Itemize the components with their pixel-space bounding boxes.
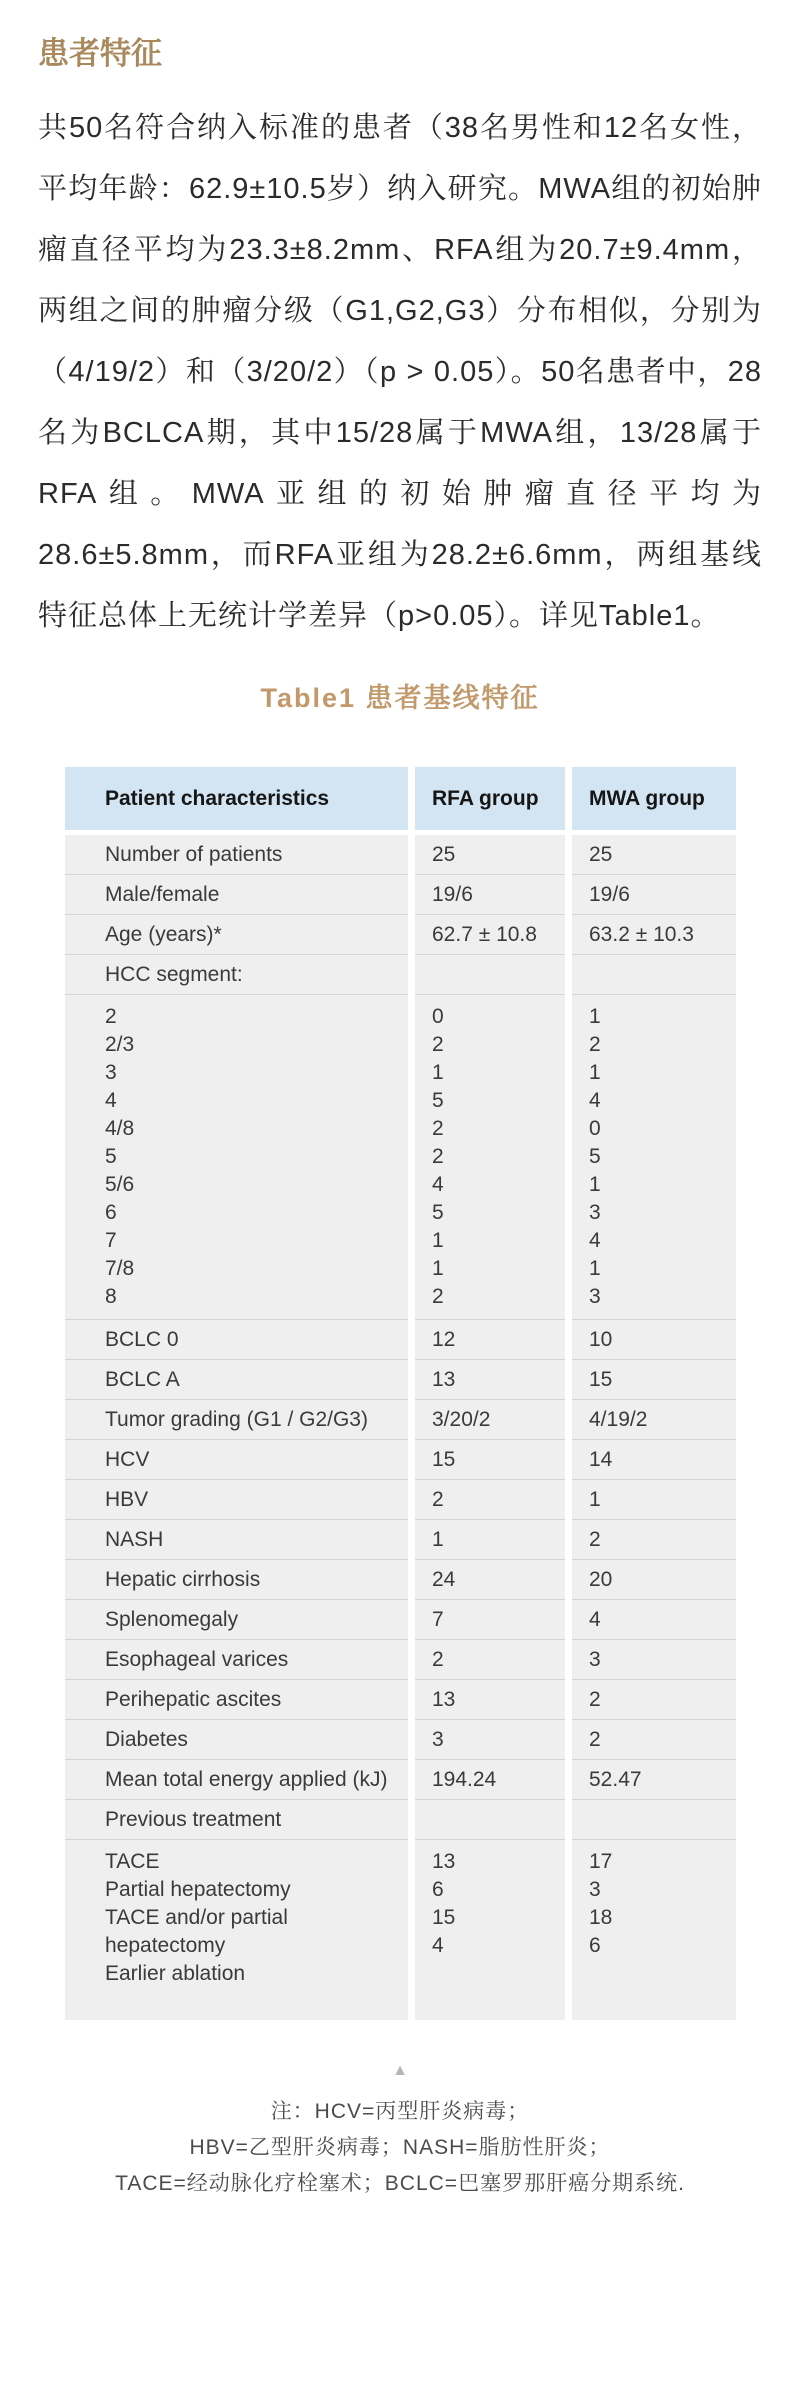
- group-rfa-cell: [415, 1840, 565, 2020]
- section-heading: 患者特征: [38, 36, 162, 71]
- table-row: [65, 835, 737, 875]
- body-paragraph: 共50名符合纳入标准的患者（38名男性和12名女性，平均年龄：62.9±10.5岁）纳入研究。MWA组的初始肿瘤直径平均为23.3±8.2mm、RFA组为20.7±9.4mm，两组之间的肿瘤分级（G1,G2,G3）分布相似，分别为（4/19/2）和（3/20/2）（p > 0.05）。50名患者中，28名为BCLCA期，其中15/28属于MWA组，13/28属于RFA组。MWA亚组的初始肿瘤直径平均为28.6±5.8mm，而RFA亚组为28.2±6.6mm，两组基线特征总体上无统计学差异（p>0.05）。详见Table1。: [38, 112, 762, 632]
- sub-row-label: 6: [105, 1201, 117, 1224]
- rfa-value-cell: 13: [415, 1360, 565, 1400]
- sub-row-label: 5/6: [105, 1173, 135, 1196]
- sub-row-rfa-value: 6: [432, 1878, 444, 1901]
- rfa-value-cell: 1: [415, 1520, 565, 1560]
- mwa-value-cell: 19/6: [572, 875, 736, 915]
- sub-row-rfa-value: 0: [432, 1005, 444, 1028]
- table-row: [65, 1520, 737, 1560]
- group-rfa-cell: [415, 995, 565, 1320]
- row-label-cell: Esophageal varices: [65, 1640, 408, 1680]
- column-header-mwa-group: MWA group: [572, 767, 736, 830]
- group-label-cell: [65, 995, 408, 1320]
- sub-row-mwa-value: 5: [589, 1145, 601, 1168]
- rfa-value-cell: [415, 955, 565, 995]
- table-row-group: [65, 1840, 737, 2020]
- sub-row-label: TACE: [105, 1850, 160, 1873]
- table-row: [65, 1320, 737, 1360]
- sub-row-label: Earlier ablation: [105, 1962, 246, 1985]
- rfa-value-cell: [415, 1800, 565, 1840]
- sub-row-label: 4/8: [105, 1117, 135, 1140]
- table-caption: Table1 患者基线特征: [260, 683, 540, 713]
- mwa-value-cell: 4: [572, 1600, 736, 1640]
- table-row: [65, 1680, 737, 1720]
- column-header-characteristics: Patient characteristics: [65, 767, 408, 830]
- sub-row-mwa-value: 18: [589, 1906, 613, 1929]
- sub-row-mwa-value: 1: [589, 1061, 601, 1084]
- table-row: [65, 1800, 737, 1840]
- mwa-value-cell: 2: [572, 1520, 736, 1560]
- footnote-line: TACE=经动脉化疗栓塞术；BCLC=巴塞罗那肝癌分期系统.: [115, 2172, 685, 2195]
- table-row: [65, 1640, 737, 1680]
- table-body: [65, 835, 737, 2020]
- sub-row-mwa-value: 17: [589, 1850, 613, 1873]
- table-row: [65, 1360, 737, 1400]
- row-label-cell: BCLC 0: [65, 1320, 408, 1360]
- mwa-value-cell: 14: [572, 1440, 736, 1480]
- sub-row-rfa-value: 4: [432, 1173, 444, 1196]
- row-label-cell: BCLC A: [65, 1360, 408, 1400]
- sub-row-mwa-value: 6: [589, 1934, 601, 1957]
- rfa-value-cell: 19/6: [415, 875, 565, 915]
- sub-row-rfa-value: 2: [432, 1285, 444, 1308]
- row-label-cell: Mean total energy applied (kJ): [65, 1760, 408, 1800]
- mwa-value-cell: 63.2 ± 10.3: [572, 915, 736, 955]
- sub-row-label: 2/3: [105, 1033, 135, 1056]
- footnotes: [0, 2094, 800, 2202]
- sub-row-rfa-value: 13: [432, 1850, 456, 1873]
- sub-row-label: TACE and/or partial hepatectomy: [105, 1906, 288, 1957]
- sub-row-label: Partial hepatectomy: [105, 1878, 291, 1901]
- sub-row-mwa-value: 3: [589, 1201, 601, 1224]
- article: [0, 0, 800, 715]
- rfa-value-cell: 3/20/2: [415, 1400, 565, 1440]
- sub-row-mwa-value: 4: [589, 1089, 601, 1112]
- sub-row-rfa-value: 2: [432, 1033, 444, 1056]
- row-label-cell: Tumor grading (G1 / G2/G3): [65, 1400, 408, 1440]
- table-row: [65, 875, 737, 915]
- sub-row-mwa-value: 0: [589, 1117, 601, 1140]
- sub-row-label: 3: [105, 1061, 117, 1084]
- rfa-value-cell: 194.24: [415, 1760, 565, 1800]
- row-label-cell: HCV: [65, 1440, 408, 1480]
- mwa-value-cell: 15: [572, 1360, 736, 1400]
- mwa-value-cell: [572, 1800, 736, 1840]
- sub-row-mwa-value: 2: [589, 1033, 601, 1056]
- mwa-value-cell: 4/19/2: [572, 1400, 736, 1440]
- sub-row-label: 4: [105, 1089, 117, 1112]
- table-row: [65, 1560, 737, 1600]
- table-row: [65, 955, 737, 995]
- mwa-value-cell: 2: [572, 1720, 736, 1760]
- mwa-value-cell: 3: [572, 1640, 736, 1680]
- rfa-value-cell: 24: [415, 1560, 565, 1600]
- sub-row-label: 7/8: [105, 1257, 135, 1280]
- table-row: [65, 1480, 737, 1520]
- rfa-value-cell: 2: [415, 1640, 565, 1680]
- sub-row-label: 2: [105, 1005, 117, 1028]
- sub-row-rfa-value: 5: [432, 1089, 444, 1112]
- sub-row-label: 8: [105, 1285, 117, 1308]
- group-mwa-cell: [572, 995, 736, 1320]
- footnote-line: HBV=乙型肝炎病毒；NASH=脂肪性肝炎；: [189, 2136, 611, 2159]
- sub-row-rfa-value: 15: [432, 1906, 456, 1929]
- mwa-value-cell: 52.47: [572, 1760, 736, 1800]
- row-label-cell: NASH: [65, 1520, 408, 1560]
- sub-row-rfa-value: 2: [432, 1145, 444, 1168]
- sub-row-rfa-value: 5: [432, 1201, 444, 1224]
- rfa-value-cell: 7: [415, 1600, 565, 1640]
- table-row: [65, 1440, 737, 1480]
- rfa-value-cell: 15: [415, 1440, 565, 1480]
- sub-row-mwa-value: 3: [589, 1878, 601, 1901]
- row-label-cell: Previous treatment: [65, 1800, 408, 1840]
- sub-row-mwa-value: 4: [589, 1229, 601, 1252]
- rfa-value-cell: 3: [415, 1720, 565, 1760]
- mwa-value-cell: [572, 955, 736, 995]
- mwa-value-cell: 10: [572, 1320, 736, 1360]
- sub-row-mwa-value: 1: [589, 1005, 601, 1028]
- row-label-cell: Perihepatic ascites: [65, 1680, 408, 1720]
- table-row-group: [65, 995, 737, 1320]
- rfa-value-cell: 2: [415, 1480, 565, 1520]
- row-label-cell: HCC segment:: [65, 955, 408, 995]
- sub-row-rfa-value: 2: [432, 1117, 444, 1140]
- row-label-cell: Age (years)*: [65, 915, 408, 955]
- row-label-cell: HBV: [65, 1480, 408, 1520]
- collapse-triangle-icon[interactable]: ▲: [392, 2062, 408, 2079]
- sub-row-label: 7: [105, 1229, 117, 1252]
- table-row: [65, 915, 737, 955]
- baseline-table: [65, 767, 737, 2020]
- table-row: [65, 1600, 737, 1640]
- sub-row-label: 5: [105, 1145, 117, 1168]
- mwa-value-cell: 20: [572, 1560, 736, 1600]
- mwa-value-cell: 25: [572, 835, 736, 875]
- row-label-cell: Splenomegaly: [65, 1600, 408, 1640]
- mwa-value-cell: 2: [572, 1680, 736, 1720]
- sub-row-rfa-value: 1: [432, 1061, 444, 1084]
- rfa-value-cell: 62.7 ± 10.8: [415, 915, 565, 955]
- row-label-cell: Diabetes: [65, 1720, 408, 1760]
- rfa-value-cell: 12: [415, 1320, 565, 1360]
- mwa-value-cell: 1: [572, 1480, 736, 1520]
- sub-row-rfa-value: 1: [432, 1229, 444, 1252]
- sub-row-mwa-value: 1: [589, 1257, 601, 1280]
- table-footer: [0, 2062, 800, 2080]
- sub-row-rfa-value: 4: [432, 1934, 444, 1957]
- table-row: [65, 1760, 737, 1800]
- row-label-cell: Male/female: [65, 875, 408, 915]
- footnote-line: 注：HCV=丙型肝炎病毒；: [270, 2100, 530, 2123]
- table-row: [65, 1720, 737, 1760]
- table-header-row: [65, 767, 737, 830]
- sub-row-mwa-value: 3: [589, 1285, 601, 1308]
- column-header-rfa-group: RFA group: [415, 767, 565, 830]
- rfa-value-cell: 25: [415, 835, 565, 875]
- group-label-cell: [65, 1840, 408, 2020]
- row-label-cell: Number of patients: [65, 835, 408, 875]
- sub-row-rfa-value: 1: [432, 1257, 444, 1280]
- group-mwa-cell: [572, 1840, 736, 2020]
- sub-row-mwa-value: 1: [589, 1173, 601, 1196]
- row-label-cell: Hepatic cirrhosis: [65, 1560, 408, 1600]
- rfa-value-cell: 13: [415, 1680, 565, 1720]
- table-row: [65, 1400, 737, 1440]
